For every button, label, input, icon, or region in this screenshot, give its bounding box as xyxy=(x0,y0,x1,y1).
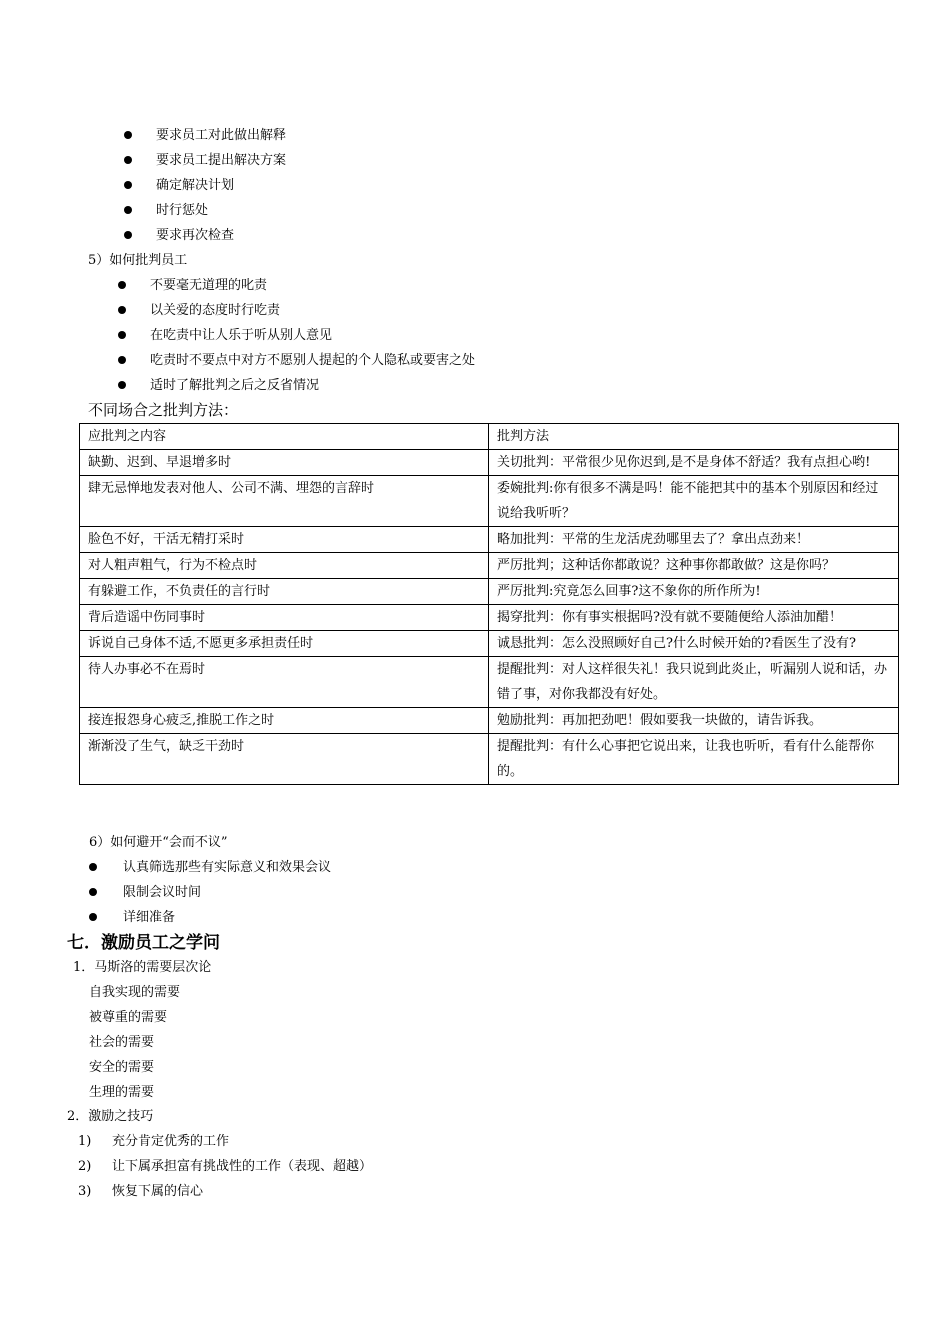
list-item: 适时了解批判之后之反省情况 xyxy=(118,373,475,398)
column-header: 应批判之内容 xyxy=(80,424,489,450)
check-steps-list xyxy=(124,123,286,248)
motivation-techniques-list xyxy=(78,1129,372,1204)
list-item: 时行惩处 xyxy=(124,198,286,223)
bullet-icon xyxy=(89,863,97,871)
list-item: 生理的需要 xyxy=(89,1085,155,1100)
table-row xyxy=(80,476,899,527)
table-cell: 提醒批判：有什么心事把它说出来，让我也听听，看有什么能帮你的。 xyxy=(489,734,899,785)
table-cell: 关切批判：平常很少见你迟到,是不是身体不舒适？我有点担心哟! xyxy=(489,450,899,476)
criticism-methods-table xyxy=(79,423,899,785)
table-cell: 揭穿批判：你有事实根据吗?没有就不要随便给人添油加醋！ xyxy=(489,605,899,631)
bullet-icon xyxy=(118,356,126,364)
table-cell: 待人办事必不在焉时 xyxy=(80,657,489,708)
list-item: 要求员工对此做出解释 xyxy=(124,123,286,148)
bullet-icon xyxy=(89,888,97,896)
list-item: 要求再次检查 xyxy=(124,223,286,248)
bullet-icon xyxy=(118,281,126,289)
bullet-icon xyxy=(89,913,97,921)
meeting-tips-list xyxy=(89,855,331,930)
bullet-icon xyxy=(124,156,132,164)
list-number: 2) xyxy=(78,1159,92,1174)
table-cell: 严厉批判；这种话你都敢说？这种事你都敢做？这是你吗？ xyxy=(489,553,899,579)
table-cell: 肆无忌惮地发表对他人、公司不满、埋怨的言辞时 xyxy=(80,476,489,527)
list-item: 要求员工提出解决方案 xyxy=(124,148,286,173)
table-cell: 接连报怨身心疲乏,推脱工作之时 xyxy=(80,708,489,734)
bullet-icon xyxy=(124,181,132,189)
list-item: 在吃责中让人乐于听从别人意见 xyxy=(118,323,475,348)
list-item: 不要毫无道理的叱责 xyxy=(118,273,475,298)
table-cell: 缺勤、迟到、早退增多时 xyxy=(80,450,489,476)
table-cell: 渐渐没了生气，缺乏干劲时 xyxy=(80,734,489,785)
section-6-title: 6）如何避开“会而不议” xyxy=(89,835,228,850)
table-cell: 严厉批判:究竟怎么回事?这不象你的所作所为! xyxy=(489,579,899,605)
table-cell: 提醒批判：对人这样很失礼！我只说到此炎止，听漏别人说和话，办错了事，对你我都没有好处。 xyxy=(489,657,899,708)
bullet-icon xyxy=(118,306,126,314)
bullet-icon xyxy=(124,231,132,239)
table-row xyxy=(80,631,899,657)
bullet-icon xyxy=(118,381,126,389)
motivation-subheading: 2．激励之技巧 xyxy=(67,1109,154,1124)
table-cell: 对人粗声粗气，行为不检点时 xyxy=(80,553,489,579)
table-row xyxy=(80,605,899,631)
bullet-icon xyxy=(124,131,132,139)
table-cell: 诉说自己身体不适,不愿更多承担责任时 xyxy=(80,631,489,657)
table-cell: 诚恳批判：怎么没照顾好自己?什么时候开始的?看医生了没有? xyxy=(489,631,899,657)
table-row xyxy=(80,450,899,476)
chapter-7-heading: 七．激励员工之学问 xyxy=(67,933,220,953)
list-item: 2) 让下属承担富有挑战性的工作（表现、超越） xyxy=(78,1154,372,1179)
table-caption: 不同场合之批判方法： xyxy=(88,401,239,419)
table-row xyxy=(80,657,899,708)
table-cell: 略加批判：平常的生龙活虎劲哪里去了？拿出点劲来！ xyxy=(489,527,899,553)
list-item: 1) 充分肯定优秀的工作 xyxy=(78,1129,372,1154)
bullet-icon xyxy=(124,206,132,214)
column-header: 批判方法 xyxy=(489,424,899,450)
list-item: 详细准备 xyxy=(89,905,331,930)
table-cell: 有躲避工作，不负责任的言行时 xyxy=(80,579,489,605)
table-row xyxy=(80,734,899,785)
table-row xyxy=(80,553,899,579)
list-item: 吃责时不要点中对方不愿别人提起的个人隐私或要害之处 xyxy=(118,348,475,373)
list-item: 自我实现的需要 xyxy=(89,985,181,1000)
table-header-row xyxy=(80,424,899,450)
criticism-guidelines-list xyxy=(118,273,475,398)
list-item: 以关爱的态度时行吃责 xyxy=(118,298,475,323)
table-row xyxy=(80,579,899,605)
table-cell: 勉励批判：再加把劲吧！假如要我一块做的，请告诉我。 xyxy=(489,708,899,734)
table-cell: 背后造谣中伤同事时 xyxy=(80,605,489,631)
table-cell: 委婉批判:你有很多不满是吗！能不能把其中的基本个别原因和经过说给我听听？ xyxy=(489,476,899,527)
list-item: 限制会议时间 xyxy=(89,880,331,905)
table-row xyxy=(80,527,899,553)
list-item: 3) 恢复下属的信心 xyxy=(78,1179,372,1204)
table-cell: 脸色不好，干活无精打采时 xyxy=(80,527,489,553)
list-item: 安全的需要 xyxy=(89,1060,155,1075)
list-number: 1) xyxy=(78,1134,92,1149)
section-5-title: 5）如何批判员工 xyxy=(88,253,188,268)
list-item: 被尊重的需要 xyxy=(89,1010,168,1025)
bullet-icon xyxy=(118,331,126,339)
table-row xyxy=(80,708,899,734)
maslow-subheading: 1．马斯洛的需要层次论 xyxy=(73,960,212,975)
list-number: 3) xyxy=(78,1184,92,1199)
list-item: 社会的需要 xyxy=(89,1035,155,1050)
list-item: 确定解决计划 xyxy=(124,173,286,198)
list-item: 认真筛选那些有实际意义和效果会议 xyxy=(89,855,331,880)
